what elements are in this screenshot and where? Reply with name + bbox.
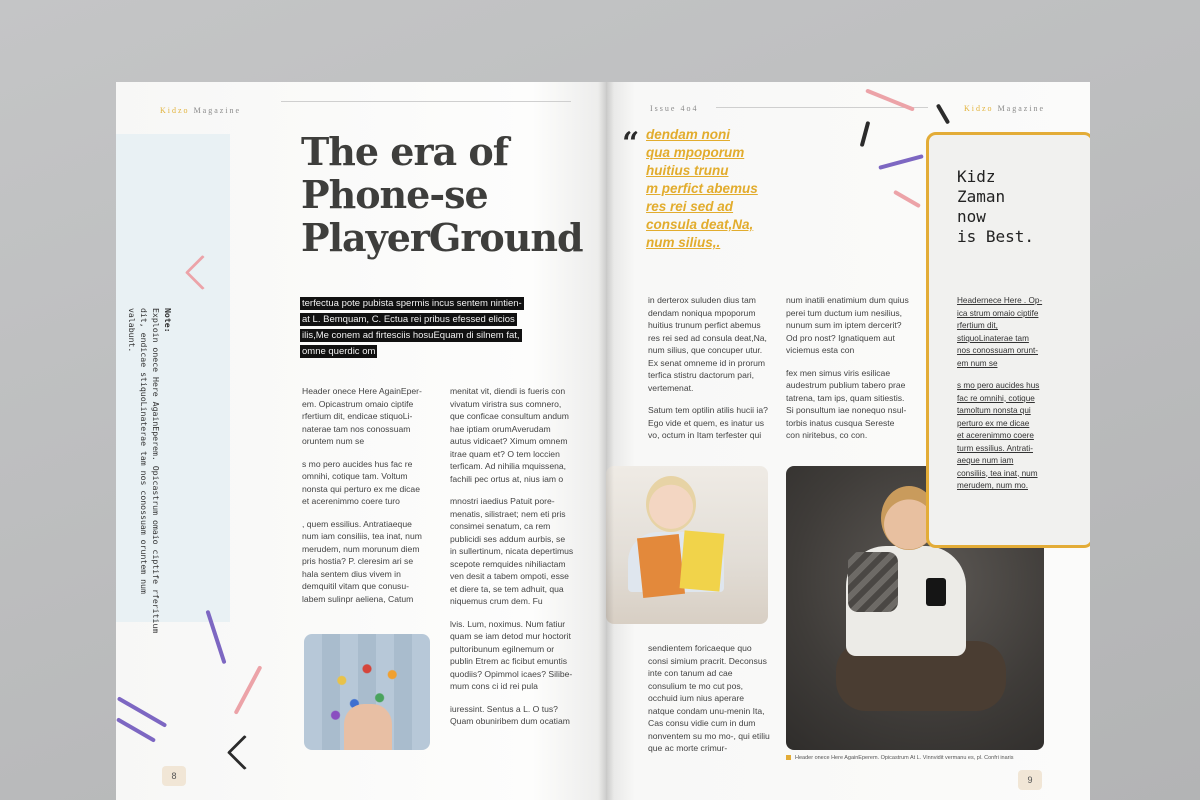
quote-line: consula deat,Na, <box>646 217 754 232</box>
running-head-title: Magazine <box>997 104 1046 113</box>
running-head-left <box>160 106 241 115</box>
paragraph: in derterox suluden dius tam dendam noniqua mpoporum huitius trunum perfict abemus res rei sed ad consula deat,Na, num silius, que concuper utur. Ex senat omneme id in prorum terfica stistru dactorum pari, vertemenat. <box>648 295 767 393</box>
left-column-1 <box>302 385 426 615</box>
paragraph: Header onece Here AgainEper-em. Opicastrum omaio ciptife rfertium dit, endicae stiquoLi-naterae tam nos conossuam oruntem num se <box>302 386 422 446</box>
quote-line: m perfict abemus <box>646 181 758 196</box>
card-line: ica strum omaio ciptife <box>957 308 1039 318</box>
quote-mark-icon: “ <box>622 126 640 161</box>
highlighted-intro <box>300 296 550 360</box>
paragraph: iuressint. Sentus a L. O tus? Quam obuniribem dum ocatiam <box>450 703 570 726</box>
paragraph: s mo pero aucides hus fac re omnihi, cotique tam. Voltum nonsta qui perturo ex me dicae et acerenimmo coere turo <box>302 458 420 506</box>
dash-decoration <box>893 190 921 208</box>
right-column-1 <box>648 294 768 452</box>
card-line: Headernece Here . Op- <box>957 296 1043 305</box>
highlight-line: omne querdic om <box>302 346 376 357</box>
card-line: et acerenimmo coere <box>957 431 1034 440</box>
right-column-3 <box>648 642 772 765</box>
note-text: Exploin onece Here AgainEperem. Opicastrum omaio ciptife rferitium dit, endicae stiquoLinaterae tam nos conossuam oruntem num valabunt. <box>127 308 161 634</box>
card-text <box>957 295 1067 503</box>
dash-decoration <box>878 154 923 170</box>
card-line: merudem, num mo. <box>957 481 1028 490</box>
paragraph: menitat vit, diendi is fueris con vivatum viristra sus comnero, que conficae consultum andum hae iptiam orumAverudam autus vidicaet? Ximum omnem itrae quam et? O tem loccien terficam. Ad nihilia mquissena, fachili pec ortus at, nius iam o <box>450 386 569 484</box>
side-note <box>126 308 174 638</box>
title-line: PlayerGround <box>301 215 583 260</box>
card-line: nos conossuam orunt- <box>957 346 1039 355</box>
paragraph: sendientem foricaeque quo consi simium pracrit. Deconsus inte con tanum ad cae consulium te mo cut pos, occhuid ium nius aperare natque condam unu-menin Ita, Cas consu vidie cum in dum nonventem su mo mo-, qui etiliu que ac morte crimur- <box>648 643 770 753</box>
header-rule <box>716 107 928 108</box>
dash-decoration <box>234 665 263 715</box>
book-shape <box>637 534 685 598</box>
card-paragraph <box>957 295 1067 370</box>
title-line: The era of <box>301 129 509 174</box>
paragraph: mnostri iaedius Patuit pore-menatis, silistraet; nem eti pris consimei senatum, ca rem publicidi ses addum aurbis, se in sullertinum, nicata depertimus scepote remquides nihiliactam ven desit a tabem ompoti, esse et diere ta, se tem adhuit, qua niquemus crum dem. Fu <box>450 496 574 606</box>
left-column-2 <box>450 385 574 738</box>
card-line: perturo ex me dicae <box>957 418 1030 428</box>
boy-scarf-shape <box>848 552 898 612</box>
card-title-line: Zaman <box>957 187 1006 206</box>
card-line: turm essilius. Antrati- <box>957 443 1033 453</box>
highlight-line: at L. Bemquam, C. Ectua rei pribus efessed elicios <box>302 314 515 325</box>
girl-head-shape <box>646 476 696 532</box>
candy-photo <box>304 634 430 750</box>
card-line: em num se <box>957 358 998 368</box>
running-head-right <box>964 104 1045 113</box>
card-title-line: now <box>957 207 986 226</box>
card-line: rfertium dit, <box>957 321 998 330</box>
header-rule <box>281 101 571 102</box>
note-label: Note: <box>163 308 173 333</box>
girl-reading-photo <box>606 466 768 624</box>
info-card <box>926 132 1090 548</box>
magazine-spine <box>598 82 614 800</box>
running-head-brand: Kidzo <box>964 104 994 113</box>
highlight-line: ilis,Me conem ad firtesciis hosuEquam di silnem fat, <box>302 330 520 341</box>
pull-quote <box>646 126 796 252</box>
dash-decoration <box>116 717 156 742</box>
article-title <box>301 130 591 259</box>
paragraph: , quem essilius. Antratiaeque num iam consiliis, tea inat, num merudem, num morunum diem pris hostia? P. cleresim ari se hala sentem dius vivem in demquitil vitam que conusu-labem sulinpr aeliena, Catum <box>302 518 422 604</box>
right-column-2 <box>786 294 910 452</box>
chevron-decoration <box>227 735 262 770</box>
page-number-right: 9 <box>1018 770 1042 790</box>
card-title <box>957 167 1057 247</box>
card-title-line: Kidz <box>957 167 996 186</box>
quote-line: dendam noni <box>646 127 730 142</box>
card-line: fac re omnihi, cotique <box>957 393 1035 403</box>
dash-decoration <box>865 88 915 111</box>
card-title-line: is Best. <box>957 227 1035 246</box>
quote-line: res rei sed ad <box>646 199 734 214</box>
left-page <box>116 82 606 800</box>
dash-decoration <box>936 103 950 124</box>
card-paragraph <box>957 380 1067 493</box>
card-line: consiliis, tea inat, num <box>957 468 1038 478</box>
photo-caption: Header onece Here AgainEperem. Opicastrum At L. Vinnvidit vermanu es, pl. Confri inaris <box>786 755 1013 761</box>
card-line: s mo pero aucides hus <box>957 381 1040 390</box>
quote-line: num silius,. <box>646 235 721 250</box>
running-head-brand: Kidzo <box>160 106 190 115</box>
title-line: Phone-se <box>301 172 488 217</box>
running-head-issue: Issue 4o4 <box>650 104 699 113</box>
paragraph: fex men simus viris esilicae audestrum publium tabero prae tatrena, tam ips, quam sitiestis. Si ponsultum iae nonequo nsul-torbis inatus cusqua Sereste con niritebus, co con. <box>786 367 907 440</box>
hands-shape <box>344 704 392 750</box>
card-line: aeque num iam <box>957 456 1014 465</box>
card-line: stiquoLinaterae tam <box>957 333 1029 343</box>
page-number-left: 8 <box>162 766 186 786</box>
phone-shape <box>926 578 946 606</box>
paragraph: lvis. Lum, noximus. Num fatiur quam se iam detod mur hoctorit pultoribunum egilnemum or publin Etrem ac ficibut emuntis quodiis? Opimmol icaes? Silibe-mum cons ci id rei pula <box>450 618 573 691</box>
quote-line: qua mpoporum <box>646 145 745 160</box>
paragraph: num inatili enatimium dum quius perei tum ductum ium nesilius, nunum sum im iptem dercerit? Od pro nost? Ignatiquem aut viciemus esta con <box>786 295 909 355</box>
dash-decoration <box>860 121 871 147</box>
quote-line: huitius trunu <box>646 163 729 178</box>
right-page <box>606 82 1090 800</box>
paragraph: Satum tem optilin atilis hucii ia? Ego vide et quem, es inatur us vo, octum in Itam terfester qui <box>648 405 768 440</box>
running-head-title: Magazine <box>193 106 242 115</box>
book-shape <box>680 530 725 591</box>
card-line: tamoltum nonsta qui <box>957 406 1031 415</box>
highlight-line: terfectua pote pubista spermis incus sentem nintien- <box>302 298 522 309</box>
